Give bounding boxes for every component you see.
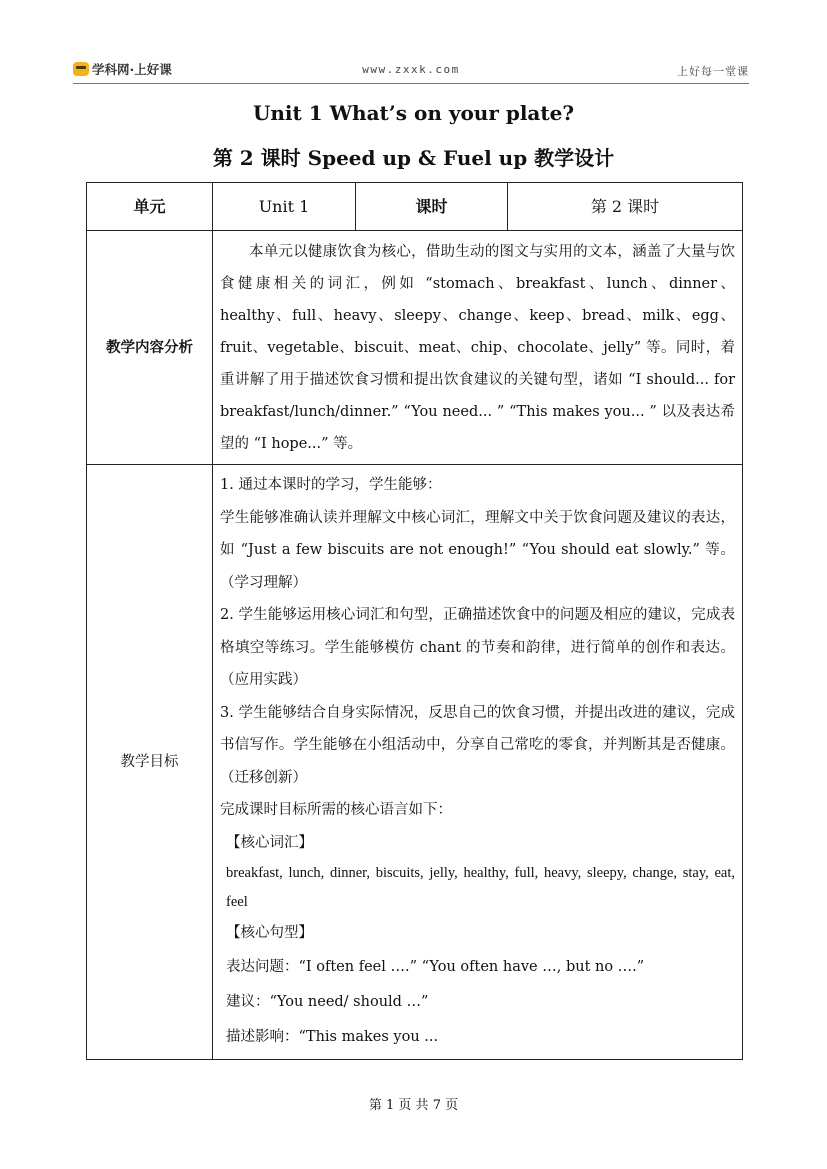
unit-value: Unit 1 [213, 183, 356, 231]
objectives-label: 教学目标 [87, 465, 213, 1060]
document-title: Unit 1 What’s on your plate? [252, 101, 575, 125]
site-url: www.zxxk.com [362, 63, 460, 76]
objective-intro: 1. 通过本课时的学习，学生能够： [220, 477, 442, 494]
vocab-heading: 【核心词汇】 [226, 834, 313, 851]
document-subtitle: 第 2 课时 Speed up & Fuel up 教学设计 [212, 146, 615, 170]
analysis-row [87, 231, 743, 465]
page-header [73, 58, 749, 84]
header-divider [73, 83, 749, 84]
analysis-cell [213, 231, 743, 465]
lesson-label: 课时 [356, 183, 508, 231]
vocab-list: breakfast, lunch, dinner, biscuits, jelly, healthy, full, heavy, sleepy, change, stay, eat, feel [226, 865, 735, 911]
analysis-text: 本单元以健康饮食为核心，借助生动的图文与实用的文本，涵盖了大量与饮食健康相关的词汇，例如 “stomach、breakfast、lunch、dinner、healthy、full、heavy、sleepy、change、keep、bread、milk、egg、fruit、vegetable、biscuit、meat、chip、chocolate、jelly” 等。同时，着重讲解了用于描述饮食习惯和提出饮食建议的关键句型，诸如 “I should... for breakfast/lunch/dinner.” “You need... ” “This makes you... ” 以及表达希望的 “I hope...” 等。 [220, 243, 735, 452]
objectives-cell [213, 465, 743, 1060]
sentence-advice: 建议：“You need/ should …” [226, 993, 429, 1010]
table-header-row [87, 183, 743, 231]
sentence-problem: 表达问题：“I often feel ….” “You often have …, but no ….” [226, 958, 645, 975]
objective-1: 学生能够准确认读并理解文中核心词汇，理解文中关于饮食问题及建议的表达，如 “Just a few biscuits are not enough!” “You should eat slowly.” 等。（学习理解） [220, 509, 735, 591]
logo-text: 学科网·上好课 [92, 62, 172, 77]
lesson-value: 第 2 课时 [508, 183, 743, 231]
objectives-row [87, 465, 743, 1060]
unit-label: 单元 [87, 183, 213, 231]
page-number: 第 1 页 共 7 页 [368, 1098, 459, 1113]
slogan: 上好每一堂课 [677, 65, 749, 78]
objective-3: 3. 学生能够结合自身实际情况，反思自己的饮食习惯，并提出改进的建议，完成书信写作。学生能够在小组活动中，分享自己常吃的零食，并判断其是否健康。（迁移创新） [220, 704, 735, 786]
sentence-effect: 描述影响：“This makes you ... [226, 1028, 439, 1045]
sentence-heading: 【核心句型】 [226, 925, 313, 942]
core-language-intro: 完成课时目标所需的核心语言如下： [220, 802, 452, 819]
objective-2: 2. 学生能够运用核心词汇和句型，正确描述饮食中的问题及相应的建议，完成表格填空等练习。学生能够模仿 chant 的节奏和韵律，进行简单的创作和表达。（应用实践） [220, 607, 735, 689]
lesson-plan-table [86, 182, 743, 1060]
analysis-label: 教学内容分析 [87, 231, 213, 465]
